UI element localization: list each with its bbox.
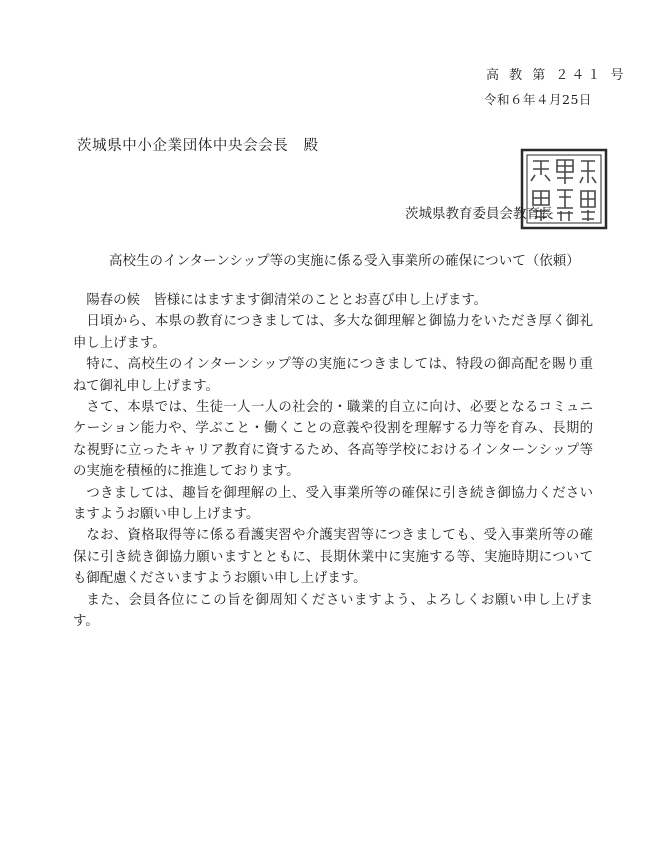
paragraph-nursing-care: なお、資格取得等に係る看護実習や介護実習等につきましても、受入事業所等の確保に引き続き御協力願いますとともに、長期休業中に実施する等、実施時期についても御配慮くださいますようお願い申し上げます。 <box>73 528 593 587</box>
letter-body <box>73 290 593 633</box>
paragraph-internship-thanks: 特に、高校生のインターンシップ等の実施につきましては、特段の御高配を賜り重ねて御礼申し上げます。 <box>73 357 593 394</box>
paragraph-members: また、会員各位にこの旨を御周知くださいますよう、よろしくお願い申し上げます。 <box>73 592 593 630</box>
paragraph-greeting: 陽春の候 皆様にはますます御清栄のこととお喜び申し上げます。 <box>86 293 488 308</box>
paragraph-thanks: 日頃から、本県の教育につきましては、多大な御理解と御協力をいただき厚く御礼申し上げます。 <box>73 314 593 351</box>
document-date: 令和６年４月25日 <box>484 92 592 107</box>
sender: 茨城県教育委員会教育長 <box>405 206 554 222</box>
paragraph-request: つきましては、趣旨を御理解の上、受入事業所等の確保に引き続き御協力くださいますようお願い申し上げます。 <box>73 485 593 523</box>
addressee: 茨城県中小企業団体中央会会長 殿 <box>77 138 319 154</box>
paragraph-career-education: さて、本県では、生徒一人一人の社会的・職業的自立に向け、必要となるコミュニケーション能力や、学ぶこと・働くことの意義や役割を理解する力等を育み、長期的な視野に立ったキャリア教育に資するため、各高等学校におけるインターンシップ等の実施を積極的に推進しております。 <box>73 400 593 480</box>
document-number: 高 教 第 ２４１ 号 <box>486 68 627 83</box>
subject-line: 高校生のインターンシップ等の実施に係る受入事業所の確保について（依頼） <box>109 253 580 269</box>
